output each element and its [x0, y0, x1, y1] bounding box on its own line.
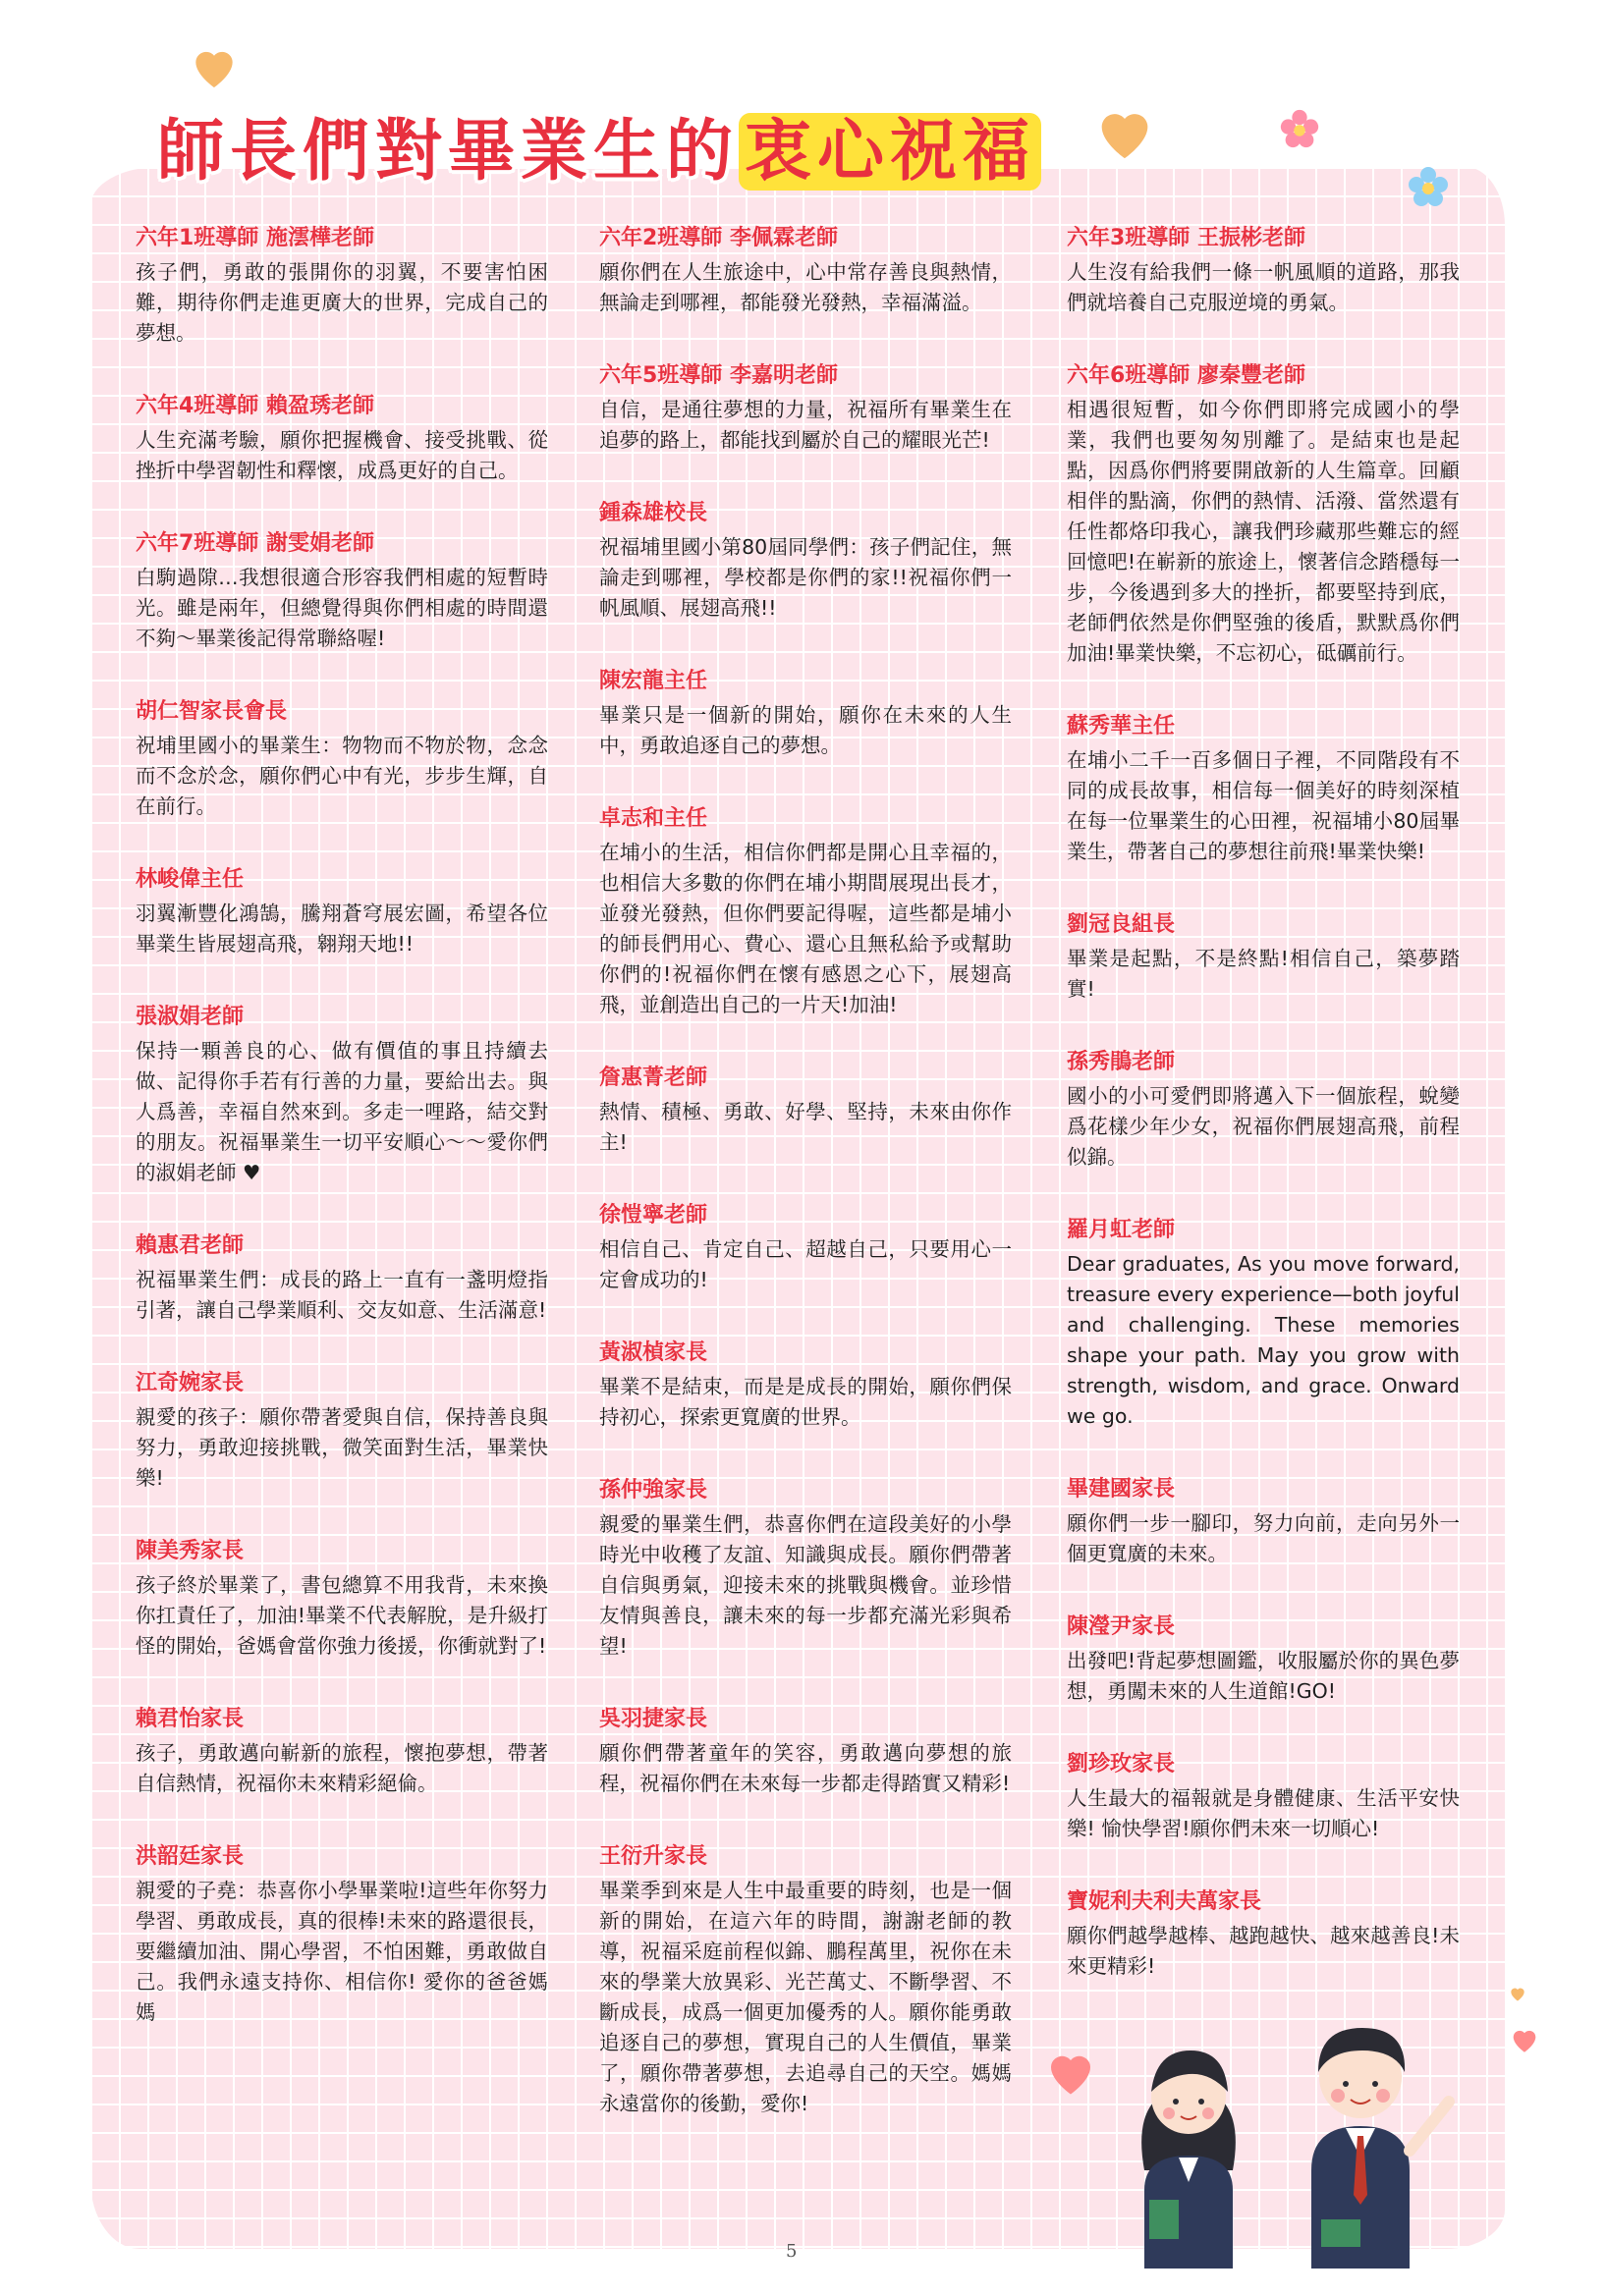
- blessing-entry: [136, 1842, 548, 2028]
- column-left: [136, 224, 548, 2071]
- blessing-entry: [1067, 361, 1460, 669]
- blessing-author: 寶妮利夫利夫萬家長: [1067, 1889, 1262, 1914]
- blessing-author: 卓志和主任: [599, 806, 708, 831]
- blessing-message: 孩子們，勇敢的張開你的羽翼，不要害怕困難，期待你們走進更廣大的世界，完成自己的夢想。: [136, 260, 548, 345]
- blessing-entry: [1067, 1475, 1460, 1569]
- blessing-author: 黃淑楨家長: [599, 1340, 708, 1365]
- blessing-entry: [599, 1842, 1012, 2119]
- column-middle: [599, 224, 1012, 2162]
- blessing-entry: [1067, 1750, 1460, 1844]
- blessing-message: 人生最大的福報就是身體健康、生活平安快樂! 愉快學習!願你們未來一切順心!: [1067, 1786, 1460, 1840]
- blessing-message: 國小的小可愛們即將邁入下一個旅程，蛻變爲花樣少年少女，祝福你們展翅高飛，前程似錦。: [1067, 1084, 1460, 1169]
- blessing-author: 六年5班導師 李嘉明老師: [599, 363, 838, 388]
- flower-icon: [1277, 106, 1322, 151]
- blessing-author: 蘇秀華主任: [1067, 714, 1176, 738]
- blessing-entry: [1067, 224, 1460, 318]
- blessing-author: 陳瀅尹家長: [1067, 1614, 1176, 1639]
- blessing-author: 詹惠菁老師: [599, 1066, 708, 1090]
- blessing-entry: [1067, 712, 1460, 867]
- blessing-author: 羅月虹老師: [1067, 1218, 1176, 1242]
- blessing-author: 孫仲強家長: [599, 1478, 708, 1503]
- blessing-message: 願你們一步一腳印，努力向前，走向另外一個更寬廣的未來。: [1067, 1511, 1460, 1565]
- blessing-entry: [1067, 1887, 1460, 1982]
- blessing-entry: [136, 1705, 548, 1799]
- column-right: [1067, 224, 1460, 2025]
- heart-icon: [1508, 1984, 1527, 2003]
- blessing-message: 親愛的畢業生們，恭喜你們在這段美好的小學時光中收穫了友誼、知識與成長。願你們帶著自信與勇氣，迎接未來的挑戰與機會。並珍惜友情與善良，讓未來的每一步都充滿光彩與希望!: [599, 1512, 1012, 1658]
- blessing-entry: [599, 499, 1012, 624]
- blessing-entry: [599, 361, 1012, 456]
- blessing-entry: [136, 392, 548, 486]
- blessing-message: 祝福畢業生們：成長的路上一直有一盞明燈指引著，讓自己學業順利、交友如意、生活滿意!: [136, 1268, 548, 1322]
- blessing-message: 白駒過隙…我想很適合形容我們相處的短暫時光。雖是兩年，但總覺得與你們相處的時間還不夠～畢業後記得常聯絡喔!: [136, 566, 548, 650]
- title-accent: 衷心祝福: [739, 113, 1041, 191]
- blessing-message: 親愛的子堯：恭喜你小學畢業啦!這些年你努力學習、勇敢成長，真的很棒!未來的路還很長，要繼續加油、開心學習，不怕困難，勇敢做自己。我們永遠支持你、相信你! 愛你的爸爸媽媽: [136, 1879, 548, 2024]
- blessing-entry: [136, 224, 548, 349]
- blessing-entry: [1067, 1048, 1460, 1173]
- blessing-author: 江奇婉家長: [136, 1371, 245, 1395]
- blessing-entry: [599, 1064, 1012, 1158]
- blessing-entry: [136, 1003, 548, 1188]
- blessing-message: 羽翼漸豐化鴻鵠，騰翔蒼穹展宏圖，希望各位畢業生皆展翅高飛，翱翔天地!!: [136, 902, 548, 956]
- blessing-message: 願你們越學越棒、越跑越快、越來越善良!未來更精彩!: [1067, 1924, 1460, 1978]
- blessing-author: 賴惠君老師: [136, 1233, 245, 1258]
- blessing-message: 畢業只是一個新的開始，願你在未來的人生中，勇敢追逐自己的夢想。: [599, 703, 1012, 757]
- blessing-message: 祝福埔里國小第80屆同學們：孩子們記住，無論走到哪裡，學校都是你們的家!!祝福你們一帆風順、展翅高飛!!: [599, 535, 1012, 620]
- blessing-author: 王衍升家長: [599, 1844, 708, 1869]
- blessing-author: 胡仁智家長會長: [136, 699, 288, 724]
- blessing-message: 畢業不是結束，而是是成長的開始，願你們保持初心，探索更寬廣的世界。: [599, 1375, 1012, 1429]
- blessing-message: Dear graduates, As you move forward, treasure every experience—both joyful and challenging. These memories shape your path. May you grow with strength, wisdom, and grace. Onward we go.: [1067, 1252, 1460, 1428]
- blessing-author: 劉冠良組長: [1067, 912, 1176, 937]
- blessing-author: 六年4班導師 賴盈琇老師: [136, 394, 374, 418]
- blessing-author: 畢建國家長: [1067, 1477, 1176, 1502]
- blessing-message: 人生沒有給我們一條一帆風順的道路，那我們就培養自己克服逆境的勇氣。: [1067, 260, 1460, 314]
- blessing-message: 願你們帶著童年的笑容，勇敢邁向夢想的旅程，祝福你們在未來每一步都走得踏實又精彩!: [599, 1741, 1012, 1795]
- blessing-entry: [599, 804, 1012, 1020]
- blessing-entry: [136, 697, 548, 822]
- heart-icon: [1041, 2043, 1100, 2102]
- blessing-entry: [599, 1201, 1012, 1295]
- teacher-illustration: [1110, 2003, 1493, 2269]
- blessing-entry: [136, 865, 548, 959]
- blessing-entry: [599, 1476, 1012, 1662]
- page-title: [157, 103, 1041, 201]
- blessing-author: 六年3班導師 王振彬老師: [1067, 226, 1305, 250]
- flower-icon: [1405, 163, 1452, 210]
- blessing-message: 相遇很短暫，如今你們即將完成國小的學業，我們也要匆匆別離了。是結束也是起點，因爲你們將要開啟新的人生篇章。回顧相伴的點滴，你們的熱情、活潑、當然還有任性都烙印我心，讓我們珍藏那些難忘的經回憶吧!在嶄新的旅途上，懷著信念踏穩每一步，今後遇到多大的挫折，都要堅持到底，老師們依然是你們堅強的後盾，默默爲你們加油!畢業快樂，不忘初心，砥礪前行。: [1067, 398, 1460, 665]
- blessing-author: 陳宏龍主任: [599, 669, 708, 693]
- blessing-entry: [1067, 1216, 1460, 1432]
- blessing-entry: [136, 529, 548, 654]
- blessing-message: 願你們在人生旅途中，心中常存善良與熱情，無論走到哪裡，都能發光發熱，幸福滿溢。: [599, 260, 1012, 314]
- blessing-author: 劉珍玫家長: [1067, 1752, 1176, 1777]
- blessing-author: 林峻偉主任: [136, 867, 245, 892]
- blessing-entry: [136, 1369, 548, 1494]
- blessing-message: 畢業是起點，不是終點!相信自己，築夢踏實!: [1067, 947, 1460, 1001]
- blessing-message: 孩子，勇敢邁向嶄新的旅程，懷抱夢想，帶著自信熱情，祝福你未來精彩絕倫。: [136, 1741, 548, 1795]
- blessing-entry: [599, 667, 1012, 761]
- blessing-message: 出發吧!背起夢想圖鑑，收服屬於你的異色夢想，勇闖未來的人生道館!GO!: [1067, 1649, 1460, 1703]
- blessing-entry: [599, 224, 1012, 318]
- blessing-author: 徐愷寧老師: [599, 1203, 708, 1228]
- page-number: 5: [786, 2241, 798, 2262]
- blessing-message: 自信，是通往夢想的力量，祝福所有畢業生在追夢的路上，都能找到屬於自己的耀眼光芒!: [599, 398, 1012, 452]
- blessing-message: 孩子終於畢業了，書包總算不用我背，未來換你扛責任了，加油!畢業不代表解脫，是升級打怪的開始，爸媽會當你強力後援，你衝就對了!: [136, 1573, 548, 1658]
- blessing-entry: [1067, 910, 1460, 1005]
- blessing-author: 六年2班導師 李佩霖老師: [599, 226, 838, 250]
- blessing-author: 張淑娟老師: [136, 1005, 245, 1029]
- blessing-entry: [136, 1537, 548, 1662]
- blessing-author: 賴君怡家長: [136, 1707, 245, 1731]
- blessing-author: 洪韶廷家長: [136, 1844, 245, 1869]
- blessing-author: 六年1班導師 施澐樺老師: [136, 226, 374, 250]
- blessing-message: 相信自己、肯定自己、超越自己，只要用心一定會成功的!: [599, 1237, 1012, 1291]
- blessing-author: 六年6班導師 廖秦豐老師: [1067, 363, 1305, 388]
- blessing-message: 在埔小的生活，相信你們都是開心且幸福的，也相信大多數的你們在埔小期間展現出長才，並發光發熱，但你們要記得喔，這些都是埔小的師長們用心、費心、還心且無私給予或幫助你們的!祝福你們在懷有感恩之心下，展翅高飛，並創造出自己的一片天!加油!: [599, 841, 1012, 1016]
- title-main: 師長們對畢業生的: [157, 113, 740, 191]
- blessing-entry: [1067, 1613, 1460, 1707]
- blessing-message: 保持一顆善良的心、做有價值的事且持續去做、記得你手若有行善的力量，要給出去。與人爲善，幸福自然來到。多走一哩路，結交對的朋友。祝福畢業生一切平安順心～～愛你們的淑娟老師 ♥: [136, 1039, 548, 1184]
- heart-icon: [187, 39, 242, 94]
- blessing-author: 孫秀鵑老師: [1067, 1050, 1176, 1074]
- blessing-message: 人生充滿考驗，願你把握機會、接受挑戰、從挫折中學習韌性和釋懷，成爲更好的自己。: [136, 428, 548, 482]
- blessing-entry: [599, 1705, 1012, 1799]
- blessing-message: 在埔小二千一百多個日子裡，不同階段有不同的成長故事，相信每一個美好的時刻深植在每一位畢業生的心田裡，祝福埔小80屆畢業生，帶著自己的夢想往前飛!畢業快樂!: [1067, 748, 1460, 863]
- blessing-entry: [599, 1339, 1012, 1433]
- blessing-author: 鍾森雄校長: [599, 501, 708, 525]
- blessing-entry: [136, 1231, 548, 1326]
- heart-icon: [1090, 98, 1159, 167]
- blessing-author: 六年7班導師 謝雯娟老師: [136, 531, 374, 556]
- blessing-message: 畢業季到來是人生中最重要的時刻，也是一個新的開始，在這六年的時間，謝謝老師的教導，祝福采庭前程似錦、鵬程萬里，祝你在未來的學業大放異彩、光芒萬丈、不斷學習、不斷成長，成爲一個更加優秀的人。願你能勇敢追逐自己的夢想，實現自己的人生價值，畢業了，願你帶著夢想，去追尋自己的天空。媽媽永遠當你的後勤，愛你!: [599, 1879, 1012, 2115]
- blessing-message: 祝埔里國小的畢業生：物物而不物於物，念念而不念於念，願你們心中有光，步步生輝，自在前行。: [136, 734, 548, 818]
- blessing-message: 熱情、積極、勇敢、好學、堅持，未來由你作主!: [599, 1100, 1012, 1154]
- heart-icon: [1508, 2023, 1541, 2056]
- blessing-author: 陳美秀家長: [136, 1539, 245, 1563]
- blessing-author: 吳羽捷家長: [599, 1707, 708, 1731]
- blessing-message: 親愛的孩子：願你帶著愛與自信，保持善良與努力，勇敢迎接挑戰，微笑面對生活，畢業快樂!: [136, 1405, 548, 1490]
